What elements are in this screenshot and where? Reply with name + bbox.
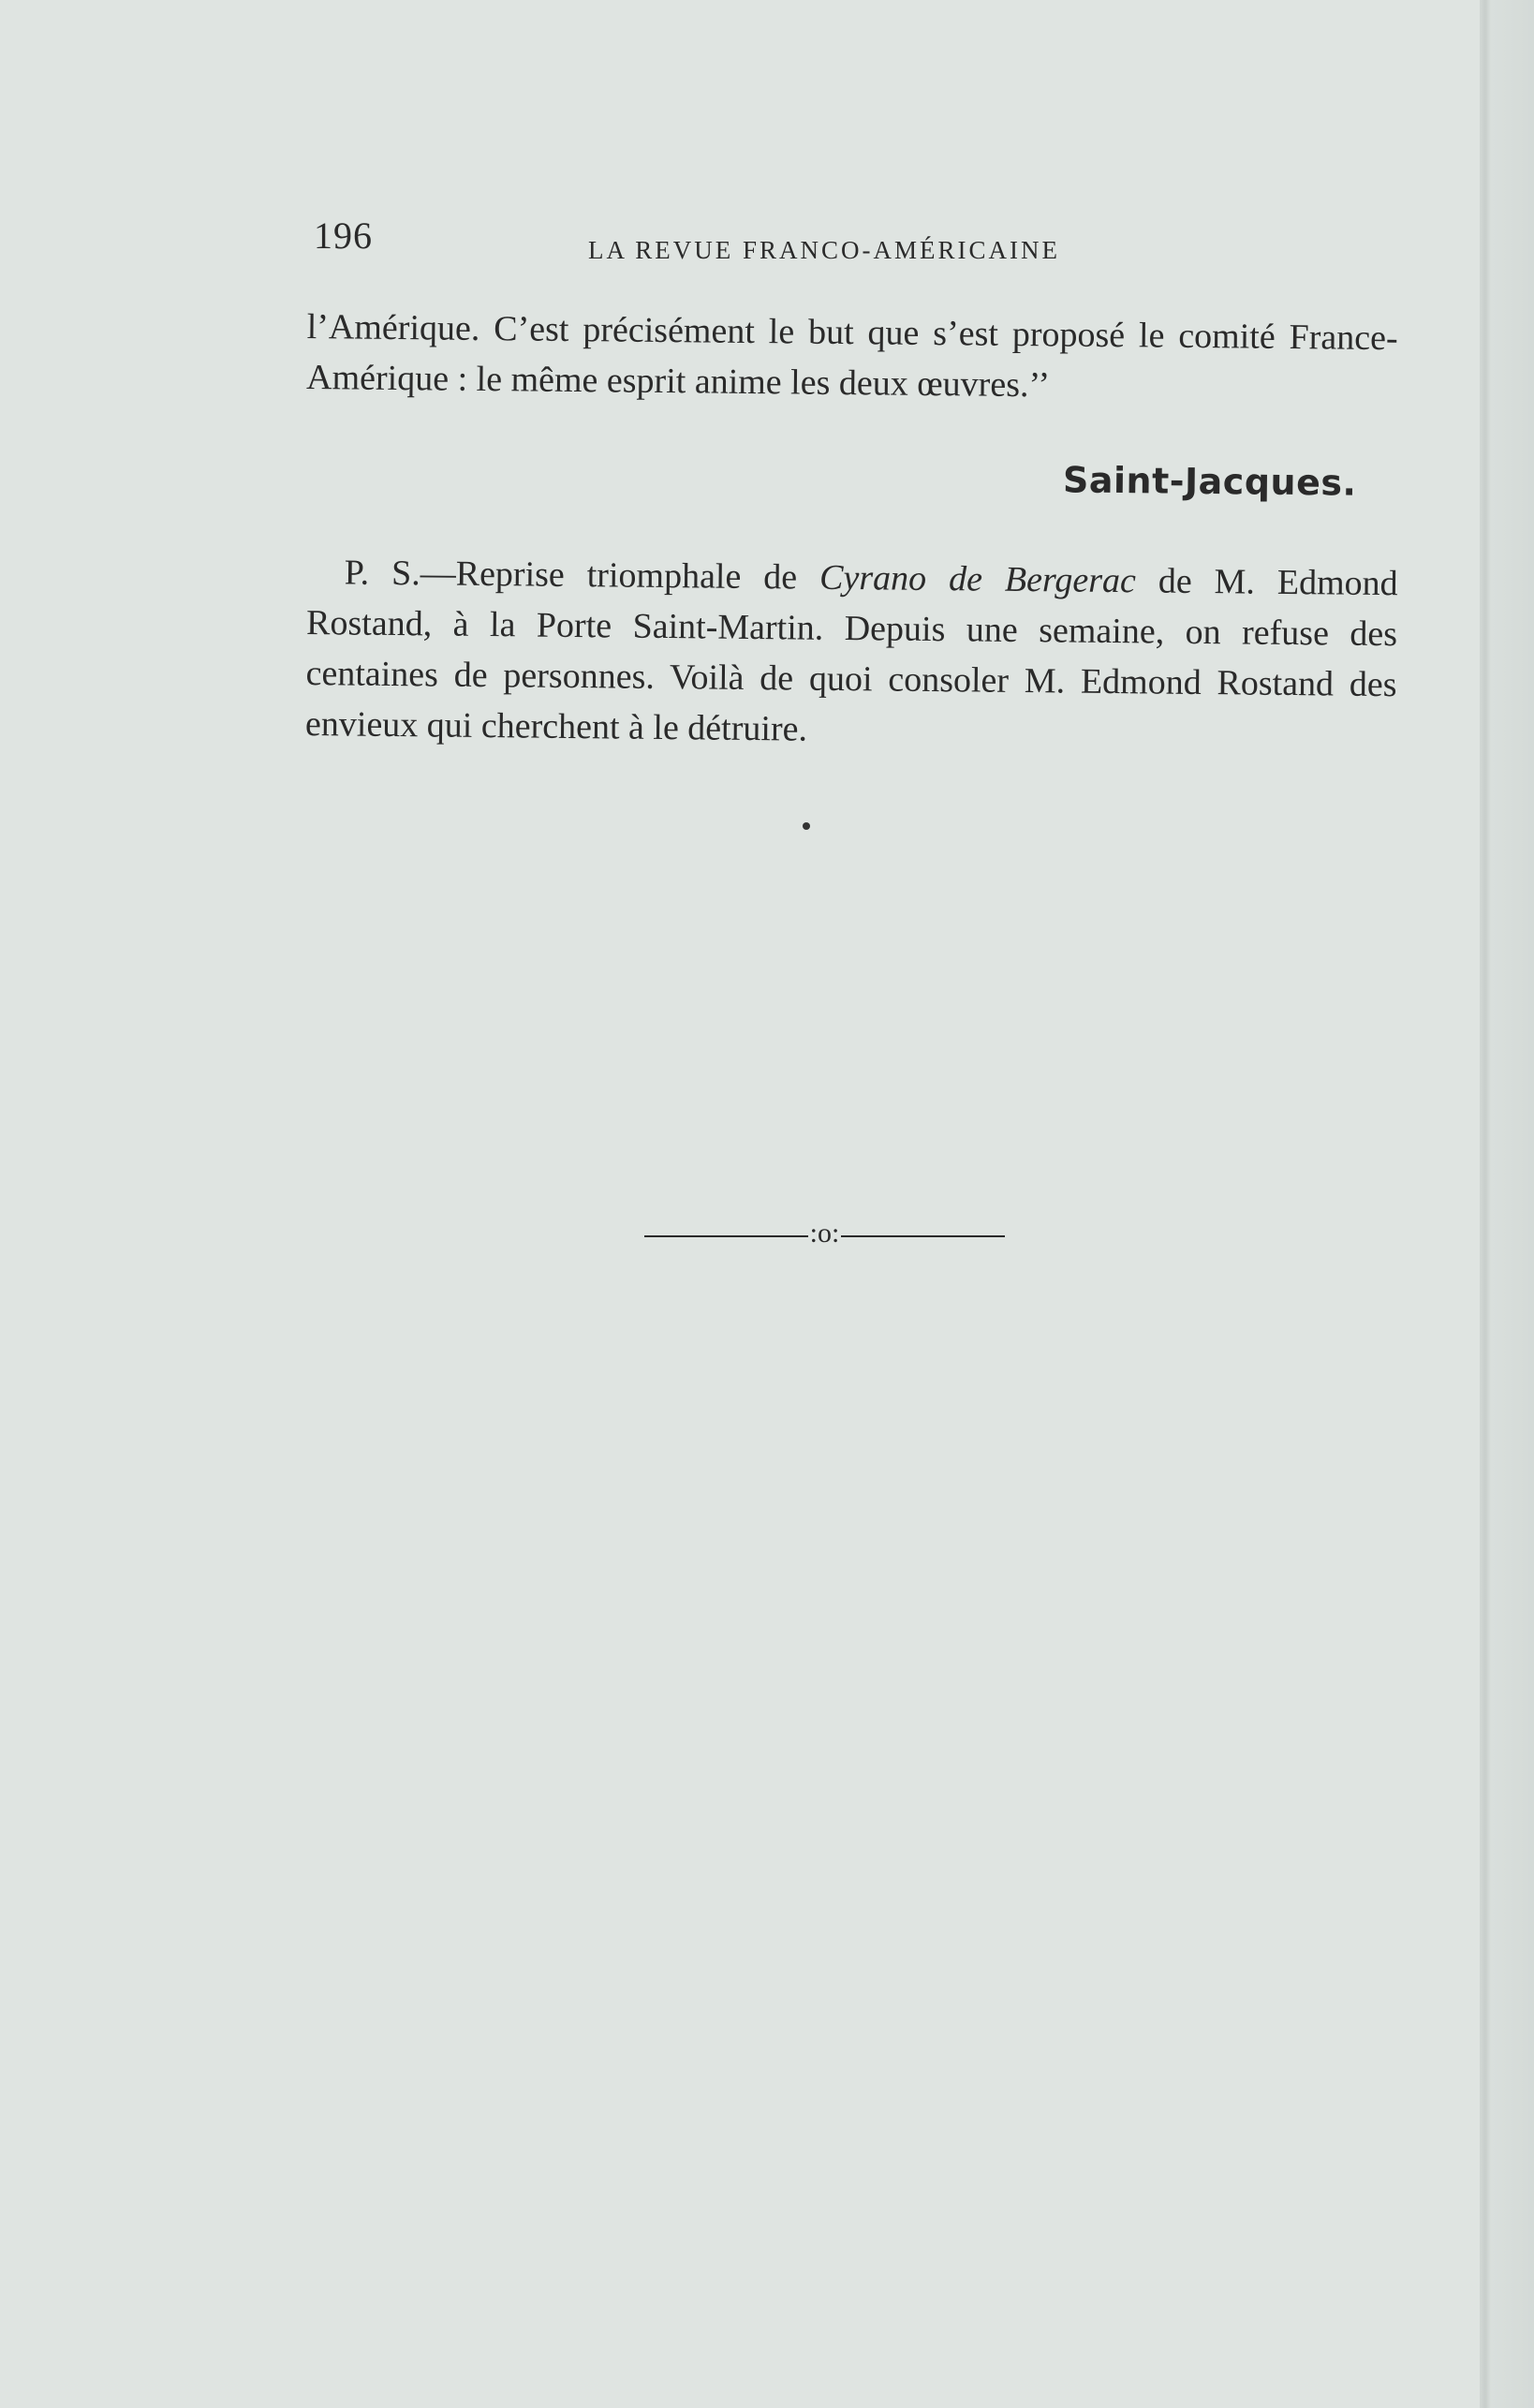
separator-rule-right (841, 1235, 1005, 1237)
postscript-suffix: de M. Edmond Rostand, à la Porte Saint-Martin. Depuis une semaine, on refuse des centaines de personnes. Voilà de quoi consoler M. Edmond Rostand des envieux qui cherchent à le détruire. (304, 561, 1398, 749)
ink-speck (803, 822, 810, 830)
section-separator (644, 1218, 1005, 1249)
page-number: 196 (314, 214, 373, 257)
separator-mark: :o: (809, 1218, 840, 1248)
running-head: LA REVUE FRANCO-AMÉRICAINE (588, 236, 1061, 264)
play-title: Cyrano de Bergerac (819, 557, 1137, 601)
paragraph-continuation: l’Amérique. C’est précisément le but que s’est proposé le comité France-Amérique : le même esprit anime les deux œuvres.’’ (305, 306, 1398, 406)
separator-rule-left (644, 1235, 808, 1237)
author-signature: Saint-Jacques. (1062, 459, 1357, 504)
postscript-prefix: P. S.—Reprise triomphale de (344, 553, 820, 598)
postscript-paragraph (305, 547, 1398, 761)
page-edge (1480, 0, 1534, 2408)
